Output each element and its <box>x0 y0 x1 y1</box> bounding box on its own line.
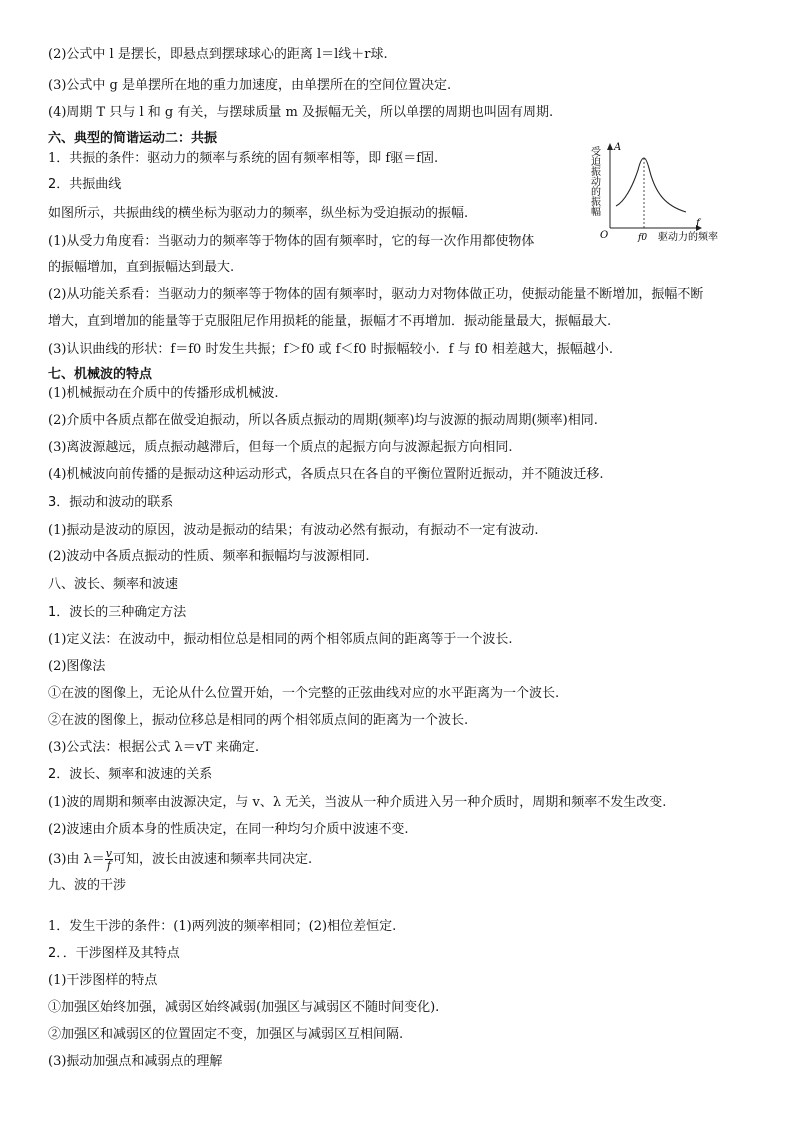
text-line-l33: 1．发生干涉的条件：(1)两列波的频率相同；(2)相位差恒定. <box>48 919 397 934</box>
text-line-l35: (1)干涉图样的特点 <box>48 973 158 988</box>
text-line-l02: (3)公式中 g 是单摆所在地的重力加速度，由单摆所在的空间位置决定. <box>48 78 452 93</box>
resonance-curve-svg <box>590 140 740 250</box>
fraction-denominator: f <box>106 859 111 872</box>
text-line-l18: 3．振动和波动的联系 <box>48 495 174 510</box>
text-line-l11: 增大，直到增加的能量等于克服阻尼作用损耗的能量，振幅才不再增加．振动能量最大，振幅最大. <box>48 314 612 329</box>
text-line-l23: (1)定义法：在波动中，振动相位总是相同的两个相邻质点间的距离等于一个波长. <box>48 632 513 647</box>
y-axis-label: A <box>614 142 622 153</box>
text-line-l30: (2)波速由介质本身的性质决定，在同一种均匀介质中波速不变. <box>48 822 409 837</box>
text-line-l07: 如图所示，共振曲线的横坐标为驱动力的频率，纵坐标为受迫振动的振幅. <box>48 206 469 221</box>
text-line-l13: 七、机械波的特点 <box>48 367 153 382</box>
y-axis-arrow <box>607 143 613 150</box>
text-line-l03: (4)周期 T 只与 l 和 g 有关，与摆球质量 m 及振幅无关，所以单摆的周期也叫固有周期. <box>48 105 554 120</box>
text-line-l17: (4)机械波向前传播的是振动这种运动形式，各质点只在各自的平衡位置附近振动，并不随波迁移. <box>48 467 604 482</box>
text-line-l32: 九、波的干涉 <box>48 878 127 893</box>
text-line-l09: 的振幅增加，直到振幅达到最大. <box>48 260 235 275</box>
text-line-l06: 2．共振曲线 <box>48 177 122 192</box>
text-line-l14: (1)机械振动在介质中的传播形成机械波. <box>48 386 279 401</box>
fraction-v-over-f <box>105 848 113 871</box>
fraction-numerator: v <box>105 847 113 860</box>
wavelength-formula-line <box>48 848 312 871</box>
text-line-l21: 八、波长、频率和波速 <box>48 577 179 592</box>
resonance-curve <box>616 158 686 212</box>
x-axis-caption: 驱动力的频率 <box>658 232 718 243</box>
text-line-l34: 2．．干涉图样及其特点 <box>48 946 180 961</box>
text-line-l29: (1)波的周期和频率由波源决定，与 v、λ 无关，当波从一种介质进入另一种介质时，周期和频率不发生改变. <box>48 795 667 810</box>
text-line-l10: (2)从功能关系看：当驱动力的频率等于物体的固有频率时，驱动力对物体做正功，使振动能量不断增加，振幅不断 <box>48 287 704 302</box>
text-line-l25: ①在波的图像上，无论从什么位置开始，一个完整的正弦曲线对应的水平距离为一个波长. <box>48 686 560 701</box>
text-line-l12: (3)认识曲线的形状：f＝f0 时发生共振；f＞f0 或 f＜f0 时振幅较小．f 与 f0 相差越大，振幅越小. <box>48 342 614 357</box>
text-line-l36: ①加强区始终加强，减弱区始终减弱(加强区与减弱区不随时间变化). <box>48 1000 440 1015</box>
origin-label: O <box>600 230 609 241</box>
x-axis-label: f <box>696 218 700 229</box>
formula-suffix: 可知，波长由波速和频率共同决定. <box>113 852 313 867</box>
text-line-l26: ②在波的图像上，振动位移总是相同的两个相邻质点间的距离为一个波长. <box>48 713 469 728</box>
text-line-l04: 六、典型的简谐运动二：共振 <box>48 131 218 146</box>
resonance-curve-figure <box>590 140 740 250</box>
ylabel-char-1: 受迫振动的振幅 <box>588 146 600 216</box>
peak-label: f0 <box>638 233 648 243</box>
text-line-l01: (2)公式中 l 是摆长，即悬点到摆球球心的距离 l＝l线＋r球. <box>48 47 388 62</box>
text-line-l19: (1)振动是波动的原因，波动是振动的结果；有波动必然有振动，有振动不一定有波动. <box>48 523 539 538</box>
text-line-l22: 1．波长的三种确定方法 <box>48 605 187 620</box>
text-line-l15: (2)介质中各质点都在做受迫振动，所以各质点振动的周期(频率)均与波源的振动周期(频率)相同. <box>48 413 598 428</box>
text-line-l27: (3)公式法：根据公式 λ＝vT 来确定. <box>48 740 260 755</box>
text-line-l24: (2)图像法 <box>48 659 106 674</box>
text-line-l20: (2)波动中各质点振动的性质、频率和振幅均与波源相同. <box>48 549 370 564</box>
text-line-l28: 2．波长、频率和波速的关系 <box>48 767 213 782</box>
text-line-l37: ②加强区和减弱区的位置固定不变，加强区与减弱区互相间隔. <box>48 1027 404 1042</box>
text-line-l16: (3)离波源越远，质点振动越滞后，但每一个质点的起振方向与波源起振方向相同. <box>48 440 513 455</box>
text-line-l05: 1．共振的条件：驱动力的频率与系统的固有频率相等，即 f驱＝f固. <box>48 151 439 166</box>
text-line-l08: (1)从受力角度看：当驱动力的频率等于物体的固有频率时，它的每一次作用都使物体 <box>48 234 535 249</box>
text-line-l38: (3)振动加强点和减弱点的理解 <box>48 1054 223 1069</box>
formula-prefix: (3)由 λ＝ <box>48 852 105 867</box>
